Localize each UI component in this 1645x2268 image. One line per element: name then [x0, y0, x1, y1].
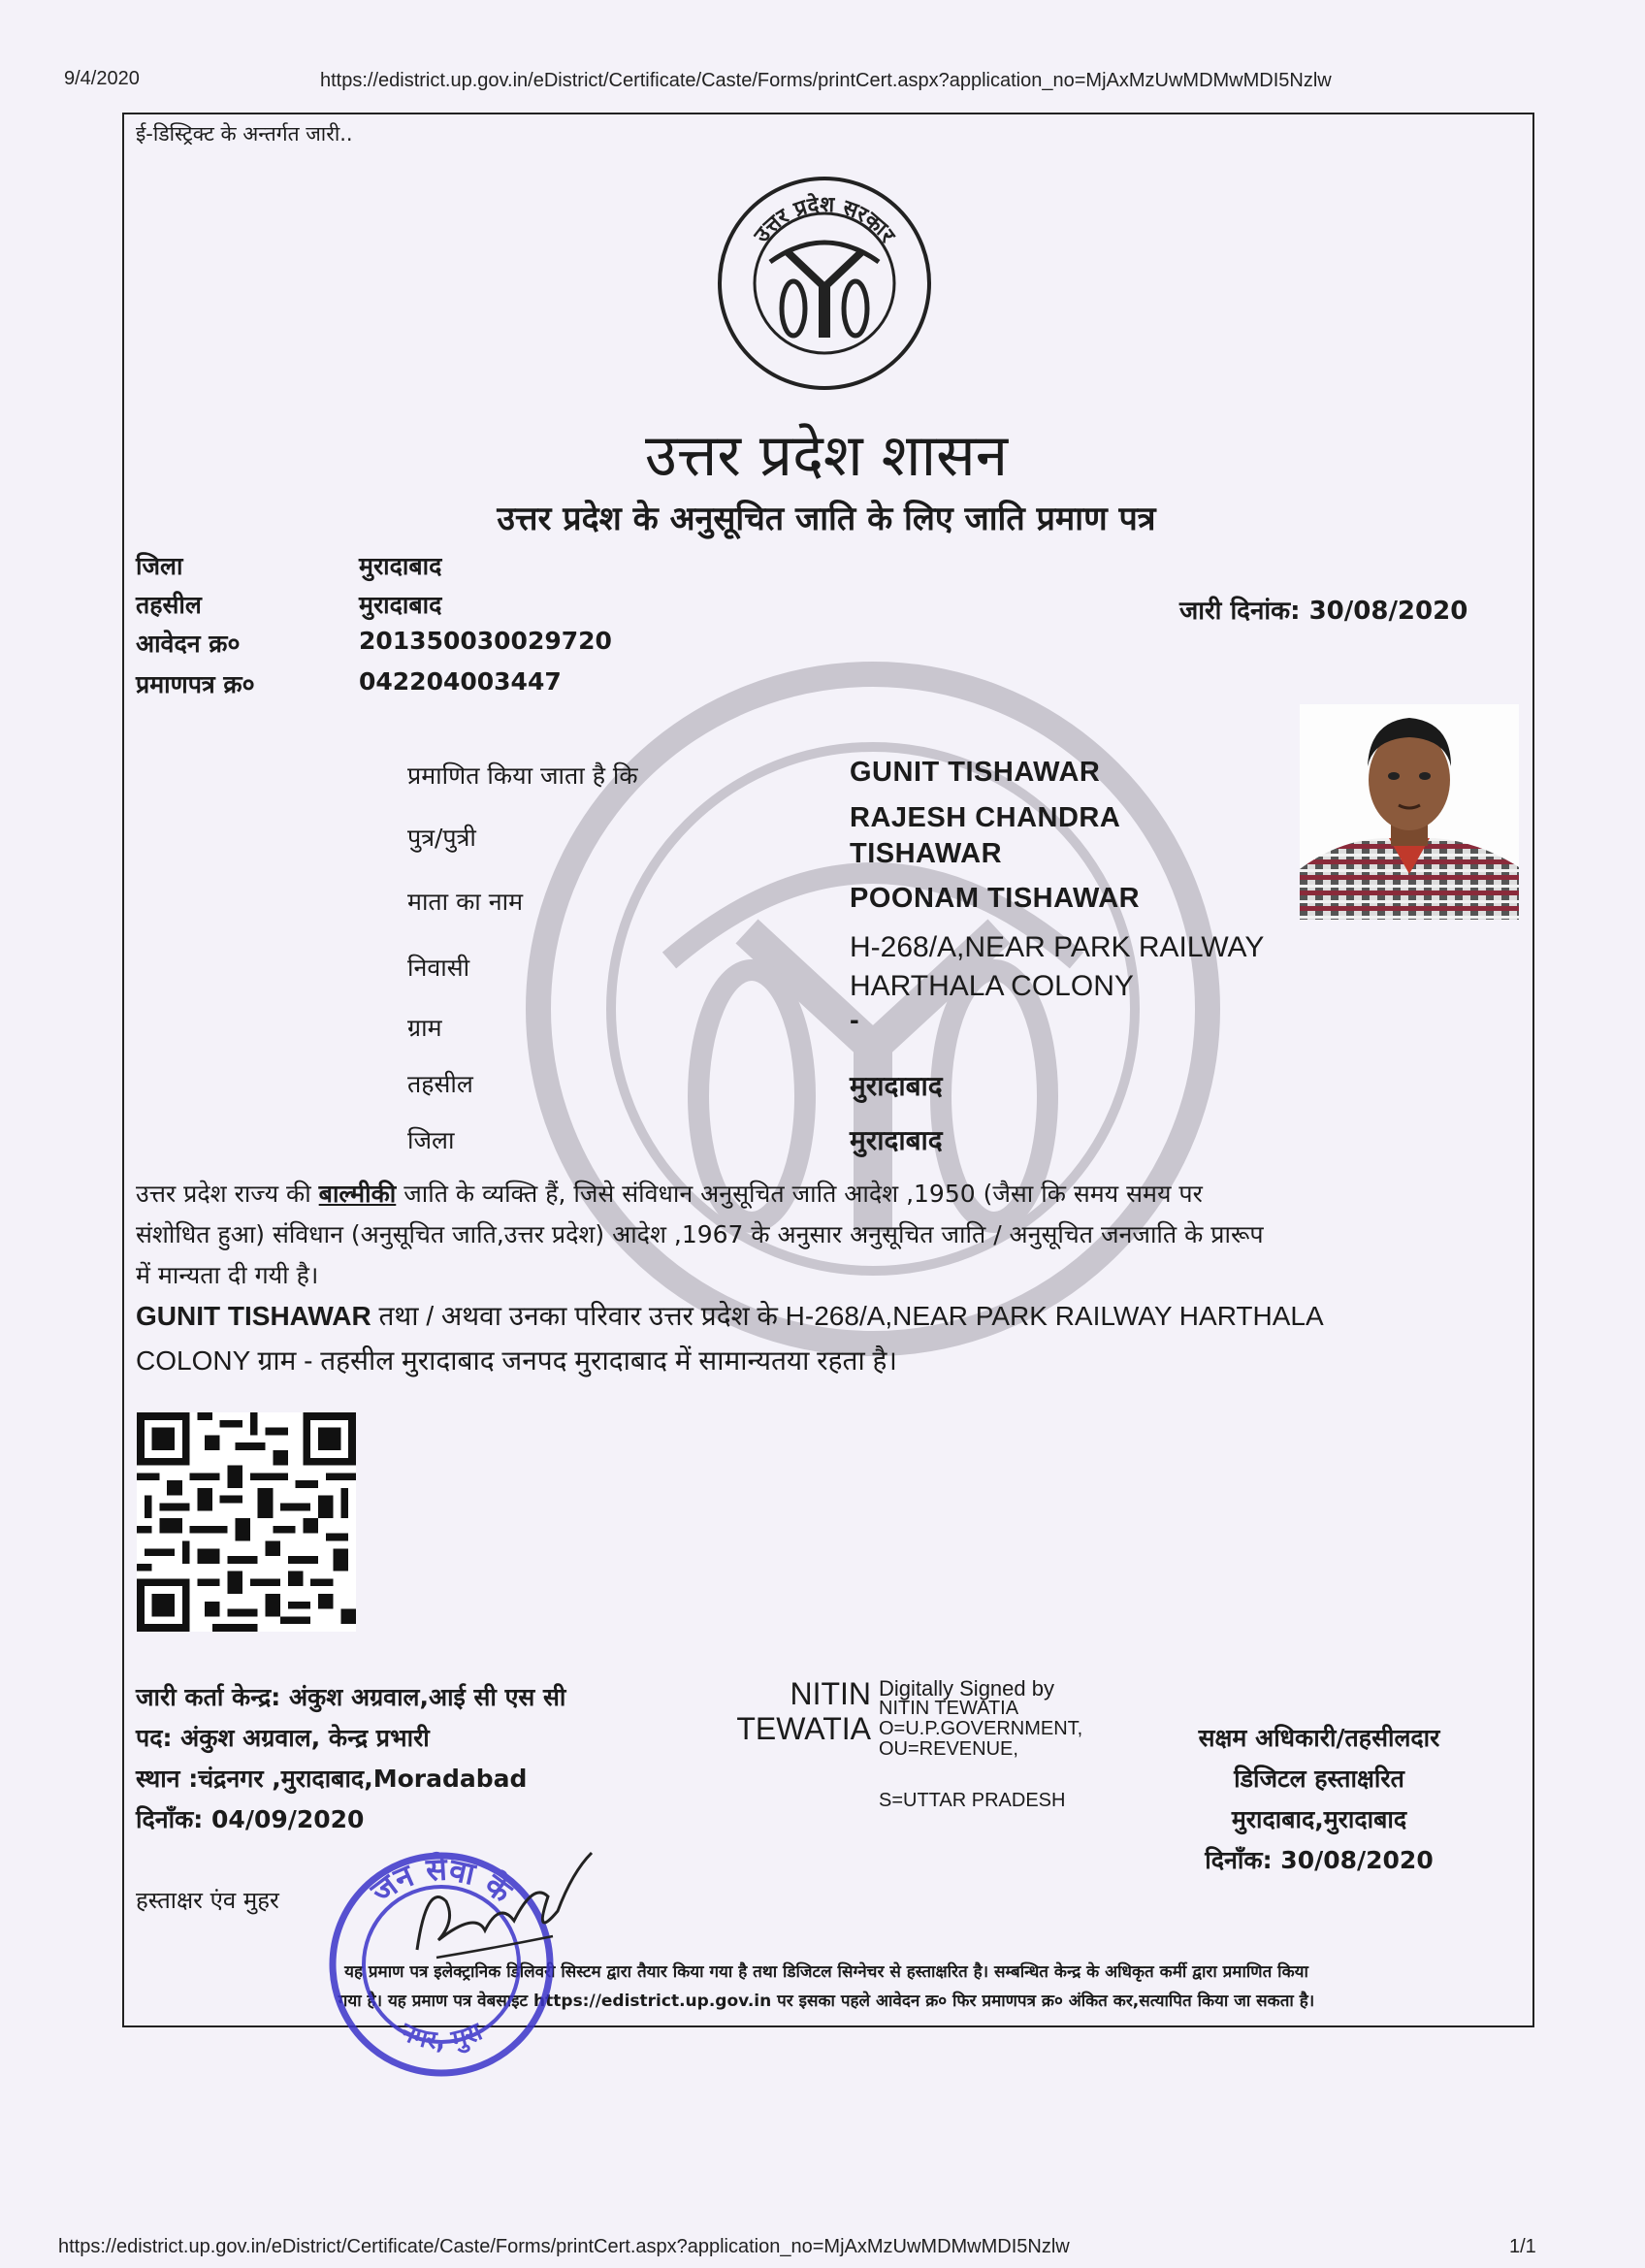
- verification-note-line2: गया है। यह प्रमाण पत्र वेबसाइट https://edistrict.up.gov.in पर इसका पहले आवेदन क्र० फिर प्रमाणपत्र क्र० अंकित कर,सत्यापित किया जा सकता है।: [338, 1992, 1315, 2011]
- digital-signer-name: [698, 1676, 871, 1746]
- detail-tehsil-label: तहसील: [407, 1070, 473, 1098]
- detail-district-label: जिला: [407, 1126, 455, 1154]
- stamp-text-bottom: नगर, मुरा: [396, 2017, 487, 2057]
- digital-signature-line1: Digitally Signed by: [879, 1676, 1054, 1701]
- issue-date-label: जारी दिनांक:: [1179, 597, 1301, 626]
- parent-name-line1: RAJESH CHANDRA: [850, 802, 1121, 833]
- emblem-text: उत्तर प्रदेश सरकार: [749, 192, 900, 247]
- authority-title: सक्षम अधिकारी/तहसीलदार: [1198, 1724, 1440, 1752]
- issue-date: [1179, 592, 1468, 627]
- issue-date-value: 30/08/2020: [1308, 597, 1468, 626]
- residence-applicant-name: GUNIT TISHAWAR: [136, 1301, 371, 1331]
- svg-text:नगर, मुरा: [395, 2017, 488, 2056]
- authority-date-label: दिनाँक:: [1205, 1846, 1273, 1874]
- caste-text-prefix: उत्तर प्रदेश राज्य की: [136, 1180, 319, 1208]
- parent-label: पुत्र/पुत्री: [407, 824, 476, 852]
- verification-note-line1: यह प्रमाण पत्र इलेक्ट्रानिक डिलिवरी सिस्टम द्वारा तैयार किया गया है तथा डिजिटल सिग्नेचर से हस्ताक्षरित है। सम्बन्धित केन्द्र के अधिकृत कर्मी द्वारा प्रमाणित किया: [344, 1962, 1308, 1982]
- issuer-post: पद: अंकुश अग्रवाल, केन्द्र प्रभारी: [136, 1724, 430, 1752]
- certified-label: प्रमाणित किया जाता है कि: [407, 761, 638, 790]
- caste-name: बाल्मीकी: [318, 1180, 397, 1208]
- authority-location: मुरादाबाद,मुरादाबाद: [1231, 1805, 1407, 1833]
- digital-signature-details: [879, 1678, 1082, 1760]
- page-number: 1/1: [1509, 2236, 1536, 2257]
- issuing-center: जारी कर्ता केन्द्र: अंकुश अग्रवाल,आई सी एस सी: [136, 1683, 566, 1711]
- mother-name: POONAM TISHAWAR: [850, 883, 1141, 914]
- qr-code[interactable]: [134, 1412, 359, 1632]
- village-label: ग्राम: [407, 1014, 442, 1042]
- residence-paragraph-line2: COLONY ग्राम - तहसील मुरादाबाद जनपद मुरादाबाद में सामान्यतया रहता है।: [136, 1345, 897, 1376]
- caste-text-suffix: जाति के व्यक्ति हैं, जिसे संविधान अनुसूचित जाति आदेश ,1950 (जैसा कि समय समय पर: [396, 1180, 1203, 1208]
- footer-url[interactable]: https://edistrict.up.gov.in/eDistrict/Certificate/Caste/Forms/printCert.aspx?application_no=MjAxMzUwMDMwMDI5Nzlw: [58, 2236, 1070, 2257]
- district-label: जिला: [136, 552, 183, 580]
- digital-signature-line5: S=UTTAR PRADESH: [879, 1790, 1066, 1811]
- applicant-photo: [1300, 704, 1519, 920]
- district-value: मुरादाबाद: [359, 552, 442, 580]
- detail-district-value: मुरादाबाद: [850, 1124, 943, 1156]
- mother-label: माता का नाम: [407, 888, 524, 916]
- print-url[interactable]: https://edistrict.up.gov.in/eDistrict/Certificate/Caste/Forms/printCert.aspx?application_no=MjAxMzUwMDMwMDI5Nzlw: [320, 70, 1332, 91]
- handwritten-signature: [388, 1843, 611, 1979]
- authority-date-value: 30/08/2020: [1280, 1846, 1434, 1874]
- issuer-place: स्थान :चंद्रनगर ,मुरादाबाद,Moradabad: [136, 1765, 528, 1793]
- resident-label: निवासी: [407, 954, 470, 982]
- address-line2: HARTHALA COLONY: [850, 970, 1134, 1002]
- digital-signature-line4: OU=REVENUE,: [879, 1738, 1018, 1760]
- issuer-date: [136, 1802, 364, 1835]
- certificate-no-label: प्रमाणपत्र क्र०: [136, 670, 255, 698]
- caste-paragraph-line2: संशोधित हुआ) संविधान (अनुसूचित जाति,उत्तर प्रदेश) आदेश ,1967 के अनुसार अनुसूचित जाति / अनुसूचित जनजाति के प्रारूप: [136, 1220, 1264, 1248]
- digital-signature-line2: NITIN TEWATIA: [879, 1698, 1019, 1719]
- detail-tehsil-value: मुरादाबाद: [850, 1070, 943, 1102]
- svg-text:उत्तर प्रदेश सरकार: [749, 191, 899, 248]
- issued-under-text: ई-डिस्ट्रिक्ट के अन्तर्गत जारी..: [136, 122, 353, 146]
- digital-signer-name-line2: TEWATIA: [736, 1711, 871, 1746]
- tehsil-value: मुरादाबाद: [359, 591, 442, 619]
- digital-signer-name-line1: NITIN: [790, 1676, 871, 1711]
- certificate-subtitle: उत्तर प्रदेश के अनुसूचित जाति के लिए जाति प्रमाण पत्र: [497, 500, 1156, 538]
- residence-paragraph-line1: [136, 1294, 1523, 1339]
- certificate-no-value: 042204003447: [359, 667, 562, 696]
- application-no-label: आवेदन क्र०: [136, 630, 241, 658]
- caste-paragraph-line1: [136, 1174, 1523, 1215]
- certificate-title: उत्तर प्रदेश शासन: [644, 422, 1009, 490]
- authority-date: [1115, 1843, 1523, 1876]
- residence-paragraph: [136, 1294, 1523, 1383]
- stamp-text-top: जन सेवा के: [364, 1850, 519, 1911]
- print-date: 9/4/2020: [64, 68, 140, 89]
- issuer-date-value: 04/09/2020: [211, 1805, 365, 1833]
- authority-digital-signed: डिजिटल हस्ताक्षरित: [1234, 1765, 1404, 1793]
- issuer-date-label: दिनाँक:: [136, 1805, 204, 1833]
- applicant-name: GUNIT TISHAWAR: [850, 757, 1101, 788]
- address-line1: H-268/A,NEAR PARK RAILWAY: [850, 931, 1265, 963]
- digital-signature-line3: O=U.P.GOVERNMENT,: [879, 1718, 1083, 1739]
- up-government-emblem: [714, 173, 935, 394]
- application-no-value: 201350030029720: [359, 627, 612, 655]
- caste-paragraph-line3: में मान्यता दी गयी है।: [136, 1261, 319, 1289]
- parent-name-line2: TISHAWAR: [850, 838, 1003, 869]
- tehsil-label: तहसील: [136, 591, 202, 619]
- residence-text: तथा / अथवा उनका परिवार उत्तर प्रदेश के H-268/A,NEAR PARK RAILWAY HARTHALA: [371, 1301, 1324, 1331]
- caste-paragraph: [136, 1174, 1523, 1296]
- signature-and-seal-label: हस्ताक्षर एंव मुहर: [136, 1887, 279, 1914]
- village-value: -: [850, 1005, 860, 1036]
